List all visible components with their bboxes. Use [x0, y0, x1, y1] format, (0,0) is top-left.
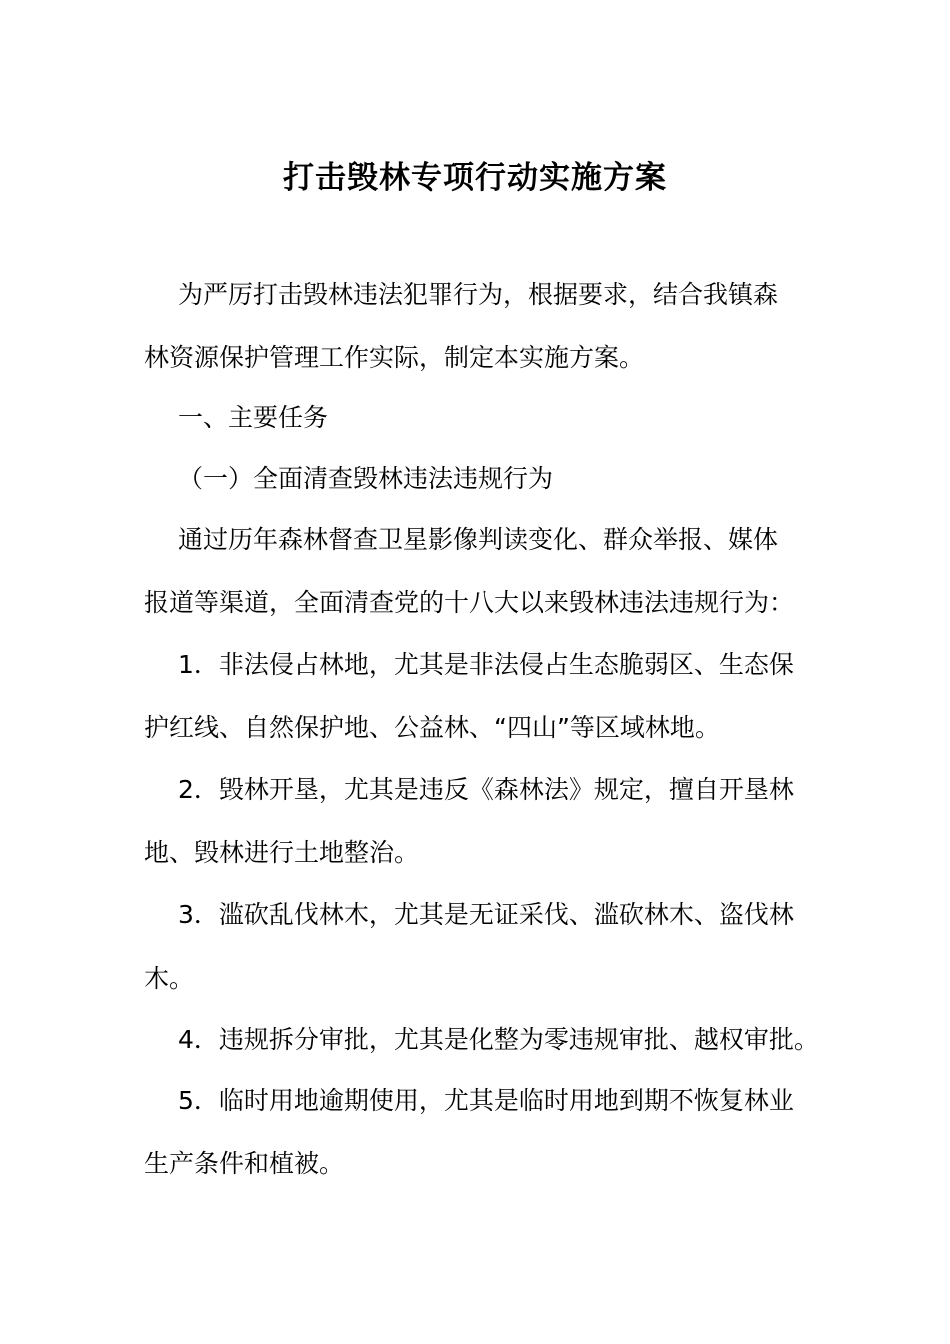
list-item-line: 护红线、自然保护地、公益林、“四山”等区域林地。	[144, 713, 720, 742]
paragraph-line: 林资源保护管理工作实际，制定本实施方案。	[144, 343, 645, 372]
list-item-line: 木。	[144, 964, 195, 993]
subsection-heading: （一）全面清查毁林违法违规行为	[178, 464, 554, 493]
list-item-line: 5．临时用地逾期使用，尤其是临时用地到期不恢复林业	[178, 1086, 794, 1115]
paragraph-line: 通过历年森林督查卫星影像判读变化、群众举报、媒体	[178, 525, 779, 554]
list-item-line: 2．毁林开垦，尤其是违反《森林法》规定，擅自开垦林	[178, 775, 794, 804]
list-item-line: 3．滥砍乱伐林木，尤其是无证采伐、滥砍林木、盗伐林	[178, 900, 794, 929]
list-item-line: 4．违规拆分审批，尤其是化整为零违规审批、越权审批。	[178, 1025, 819, 1054]
list-item-line: 生产条件和植被。	[144, 1149, 345, 1178]
section-heading: 一、主要任务	[178, 403, 329, 432]
paragraph-line: 为严厉打击毁林违法犯罪行为，根据要求，结合我镇森	[178, 280, 779, 309]
paragraph-line: 报道等渠道，全面清查党的十八大以来毁林违法违规行为：	[144, 588, 795, 617]
list-item-line: 1．非法侵占林地，尤其是非法侵占生态脆弱区、生态保	[178, 650, 794, 679]
list-item-line: 地、毁林进行土地整治。	[144, 838, 420, 867]
document-title: 打击毁林专项行动实施方案	[283, 160, 667, 196]
